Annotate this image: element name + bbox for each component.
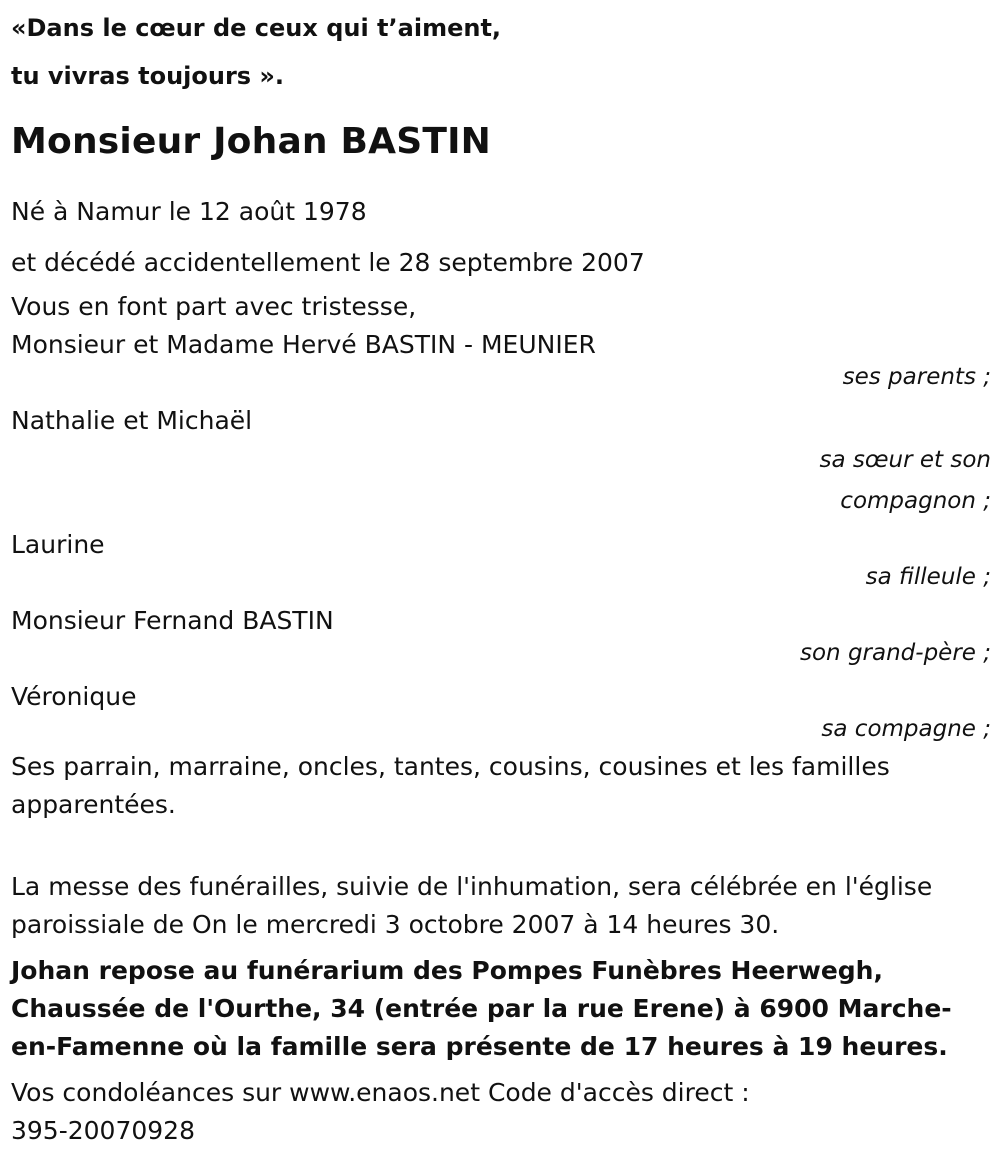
family-name: Monsieur et Madame Hervé BASTIN - MEUNIER — [11, 330, 596, 359]
repose-details: Johan repose au funérarium des Pompes Funèbres Heerwegh, Chaussée de l'Ourthe, 34 (entrée par la rue Erene) à 6900 Marche-en-Famenne où la famille sera présente de 17 heures à 19 heures. — [11, 956, 952, 1061]
family-entry-partner — [11, 678, 991, 742]
family-relation-line-2: compagnon ; — [840, 488, 991, 514]
family-entry-parents — [11, 326, 991, 390]
family-relation: sa filleule ; — [865, 564, 991, 590]
family-name: Véronique — [11, 682, 137, 711]
epigraph — [11, 4, 991, 100]
obituary-document — [11, 0, 991, 1150]
birth-line: Né à Namur le 12 août 1978 — [11, 197, 367, 226]
family-name: Monsieur Fernand BASTIN — [11, 606, 334, 635]
extended-family: Ses parrain, marraine, oncles, tantes, cousins, cousines et les familles apparentées. — [11, 752, 890, 819]
condolences-line-1: Vos condoléances sur www.enaos.net Code d'accès direct : — [11, 1078, 750, 1107]
condolences-access-code: 395-20070928 — [11, 1116, 195, 1145]
funeral-details: La messe des funérailles, suivie de l'inhumation, sera célébrée en l'église paroissiale de On le mercredi 3 octobre 2007 à 14 heures 30. — [11, 872, 933, 939]
family-name: Laurine — [11, 530, 105, 559]
family-entry-grandfather — [11, 602, 991, 666]
family-relation: son grand-père ; — [800, 640, 991, 666]
family-name: Nathalie et Michaël — [11, 406, 253, 435]
condolences — [11, 1074, 991, 1150]
epigraph-line-2: tu vivras toujours ». — [11, 62, 285, 90]
announce-line: Vous en font part avec tristesse, — [11, 292, 417, 321]
family-relation: sa compagne ; — [821, 716, 991, 742]
epigraph-line-1: «Dans le cœur de ceux qui t’aiment, — [11, 14, 502, 42]
family-entry-goddaughter — [11, 526, 991, 590]
family-relation: ses parents ; — [842, 364, 991, 390]
family-relation-line-1: sa sœur et son — [819, 447, 991, 473]
deceased-name: Monsieur Johan BASTIN — [11, 121, 492, 162]
family-entry-sister — [11, 402, 991, 522]
death-line: et décédé accidentellement le 28 septembre 2007 — [11, 248, 645, 277]
